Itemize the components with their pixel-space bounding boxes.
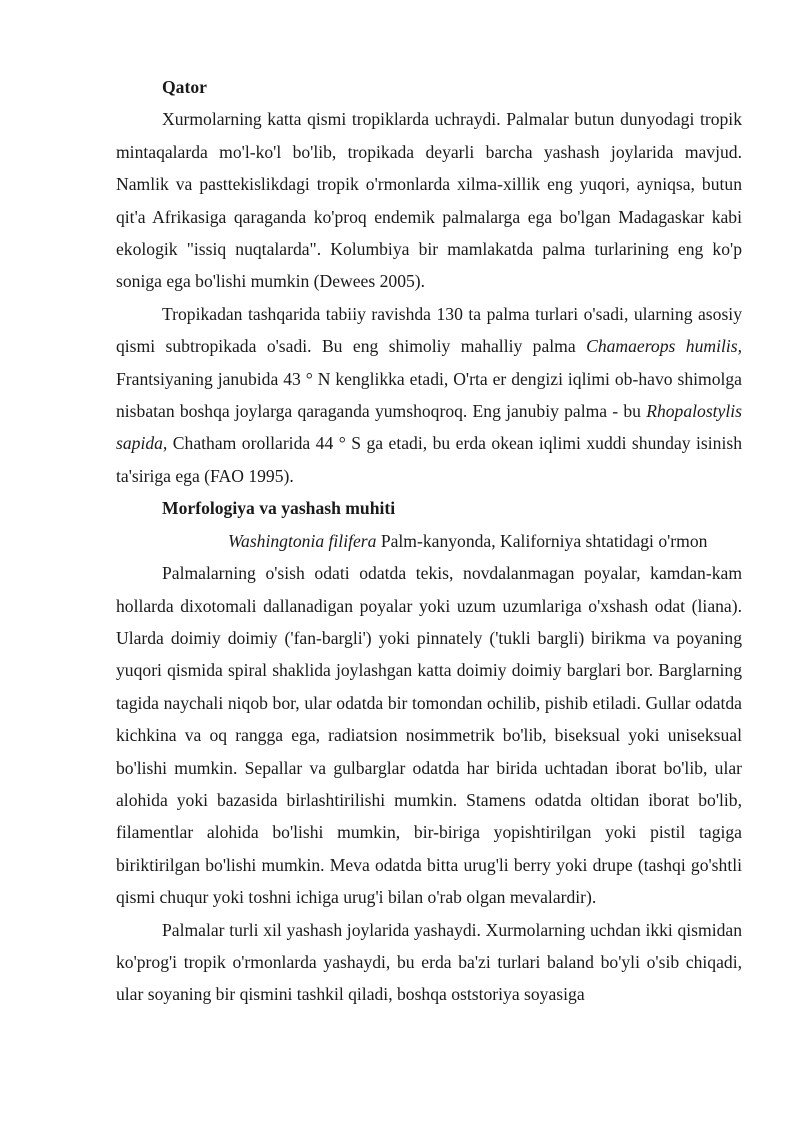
paragraph-morphology: Palmalarning o'sish odati odatda tekis, novdalanmagan poyalar, kamdan-kam hollarda dixotomali dallanadigan poyalar yoki uzum uzumlariga o'xshash odat (liana). Ularda doimiy doimiy ('fan-bargli') yoki pinnately ('tukli bargli) birikma va poyaning yuqori qismida spiral shaklida joylashgan katta doimiy doimiy barglari bor. Barglarning tagida naychali niqob bor, ular odatda bir tomondan ochilib, pishib etiladi. Gullar odatda kichkina va oq rangga ega, radiatsion nosimmetrik bo'lib, biseksual yoki uniseksual bo'lishi mumkin. Sepallar va gulbarglar odatda har birida uchtadan iborat bo'lib, ular alohida yoki bazasida birlashtirilishi mumkin. Stamens odatda oltidan iborat bo'lib, filamentlar alohida bo'lishi mumkin, bir-biriga yopishtirilgan yoki pistil tagiga biriktirilgan bo'lishi mumkin. Meva odatda bitta urug'li berry yoki drupe (tashqi go'shtli qismi chuqur yoki toshni ichiga urug'i bilan o'rab olgan mevalardir). — [116, 563, 742, 908]
species-name-washingtonia: Washingtonia filifera — [228, 530, 377, 551]
figure-caption — [116, 525, 742, 557]
species-name-rhopalostylis: Rhopalostylis sapida, — [116, 401, 742, 454]
species-name-chamaerops: Chamaerops humilis, — [586, 336, 742, 357]
paragraph-habitat: Palmalar turli xil yashash joylarida yashaydi. Xurmolarning uchdan ikki qismidan ko'prog'i tropik o'rmonlarda yashaydi, bu erda ba'zi turlari baland bo'yli o'sib chiqadi, ular soyaning bir qismini tashkil qiladi, boshqa oststoriya soyasiga — [116, 919, 742, 1005]
caption-text: Palm-kanyonda, Kaliforniya shtatidagi o'rmon — [376, 530, 708, 551]
section-heading-qator: Qator — [162, 77, 207, 97]
document-body — [116, 71, 742, 1011]
paragraph-distribution: Xurmolarning katta qismi tropiklarda uchraydi. Palmalar butun dunyodagi tropik mintaqalarda mo'l-ko'l bo'lib, tropikada deyarli barcha yashash joylarida mavjud. Namlik va pasttekislikdagi tropik o'rmonlarda xilma-xillik eng yuqori, ayniqsa, butun qit'a Afrikasiga qaraganda ko'proq endemik palmalarga ega bo'lgan Madagaskar kabi ekologik "issiq nuqtalarda". Kolumbiya bir mamlakatda palma turlarining eng ko'p soniga ega bo'lishi mumkin (Dewees 2005). — [116, 109, 742, 292]
paragraph-text: Chatham orollarida 44 ° S ga etadi, bu erda okean iqlimi xuddi shunday isinish ta'siriga ega (FAO 1995). — [116, 433, 742, 486]
paragraph-text: Frantsiyaning janubida 43 ° N kenglikka etadi, O'rta er dengizi iqlimi ob-havo shimolga nisbatan boshqa joylarga qaraganda yumshoqroq. Eng janubiy palma - bu — [116, 368, 742, 422]
paragraph-extratropical — [116, 298, 742, 492]
paragraph-text: Tropikadan tashqarida tabiiy ravishda 130 ta palma turlari o'sadi, ularning asosiy qismi subtropikada o'sadi. Bu eng shimoliy mahalliy palma — [116, 303, 742, 357]
section-heading-morphology: Morfologiya va yashash muhiti — [162, 498, 396, 519]
